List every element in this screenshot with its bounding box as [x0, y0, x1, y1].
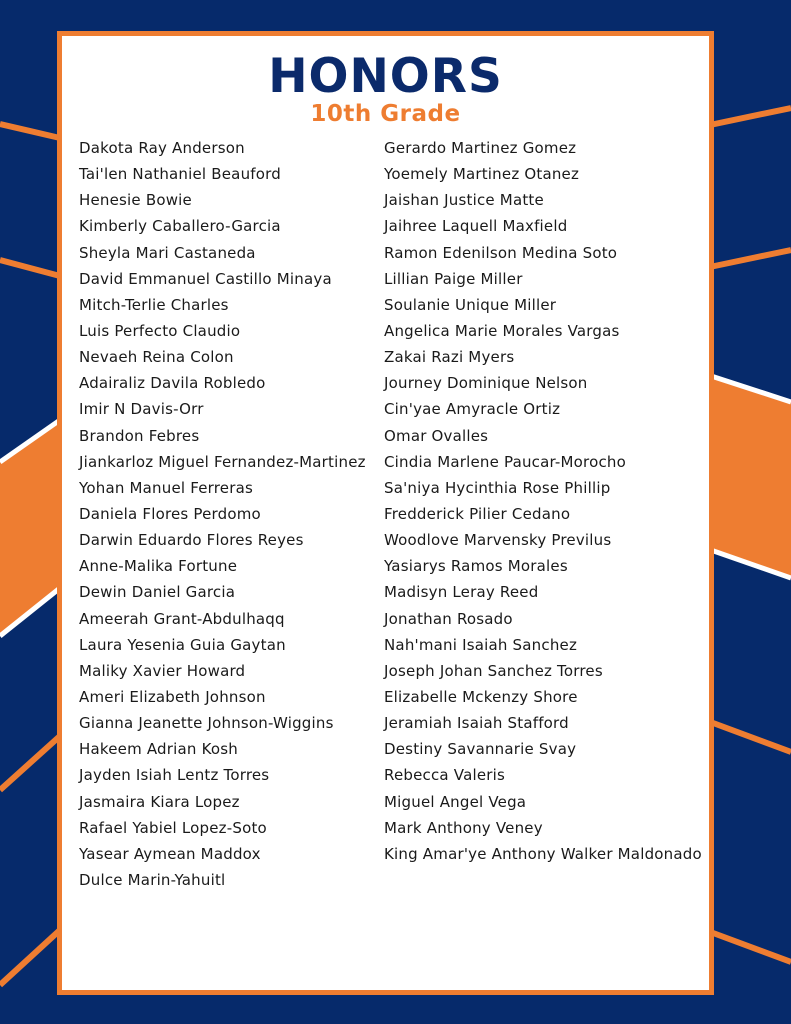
list-item: Jaishan Justice Matte [384, 191, 544, 210]
list-item: Sa'niya Hycinthia Rose Phillip [384, 478, 611, 497]
list-item: Maliky Xavier Howard [79, 661, 246, 680]
list-item: Soulanie Unique Miller [384, 295, 557, 314]
list-item: Henesie Bowie [79, 191, 192, 210]
list-item: Ameri Elizabeth Johnson [79, 687, 266, 706]
list-item: Jayden Isiah Lentz Torres [79, 766, 270, 785]
list-item: King Amar'ye Anthony Walker Maldonado [384, 844, 702, 863]
names-list-right [384, 135, 702, 867]
list-item: Nah'mani Isaiah Sanchez [384, 635, 578, 654]
list-item: Jonathan Rosado [384, 609, 513, 628]
page-title: HONORS [268, 49, 503, 104]
list-item: Zakai Razi Myers [384, 348, 515, 367]
list-item: Dewin Daniel Garcia [79, 583, 236, 602]
list-item: Mark Anthony Veney [384, 818, 543, 837]
list-item: Rafael Yabiel Lopez-Soto [79, 818, 267, 837]
list-item: David Emmanuel Castillo Minaya [79, 269, 332, 288]
list-item: Journey Dominique Nelson [384, 374, 588, 393]
list-item: Jiankarloz Miguel Fernandez-Martinez [79, 452, 366, 471]
list-item: Cindia Marlene Paucar-Morocho [384, 452, 626, 471]
list-item: Ramon Edenilson Medina Soto [384, 243, 618, 262]
list-item: Sheyla Mari Castaneda [79, 243, 256, 262]
list-item: Angelica Marie Morales Vargas [384, 321, 620, 340]
list-item: Nevaeh Reina Colon [79, 348, 234, 367]
list-item: Fredderick Pilier Cedano [384, 504, 571, 523]
list-item: Lillian Paige Miller [384, 269, 523, 288]
list-item: Yasear Aymean Maddox [79, 844, 261, 863]
list-item: Yohan Manuel Ferreras [79, 478, 254, 497]
list-item: Hakeem Adrian Kosh [79, 740, 238, 759]
list-item: Jaihree Laquell Maxfield [384, 217, 568, 236]
list-item: Jeramiah Isaiah Stafford [384, 714, 569, 733]
list-item: Joseph Johan Sanchez Torres [384, 661, 603, 680]
list-item: Madisyn Leray Reed [384, 583, 539, 602]
list-item: Omar Ovalles [384, 426, 489, 445]
list-item: Luis Perfecto Claudio [79, 321, 241, 340]
list-item: Ameerah Grant-Abdulhaqq [79, 609, 285, 628]
list-item: Cin'yae Amyracle Ortiz [384, 400, 561, 419]
list-item: Gerardo Martinez Gomez [384, 139, 577, 157]
list-item: Elizabelle Mckenzy Shore [384, 687, 578, 706]
list-item: Kimberly Caballero-Garcia [79, 217, 281, 236]
list-item: Adairaliz Davila Robledo [79, 374, 266, 393]
list-item: Darwin Eduardo Flores Reyes [79, 531, 304, 550]
list-item: Anne-Malika Fortune [79, 557, 238, 576]
list-item: Dakota Ray Anderson [79, 139, 245, 157]
list-item: Dulce Marin-Yahuitl [79, 870, 226, 889]
list-item: Brandon Febres [79, 426, 200, 445]
list-item: Imir N Davis-Orr [79, 400, 204, 419]
list-item: Woodlove Marvensky Previlus [384, 531, 612, 550]
list-item: Jasmaira Kiara Lopez [79, 792, 240, 811]
list-item: Yasiarys Ramos Morales [384, 557, 568, 576]
list-item: Tai'len Nathaniel Beauford [79, 165, 281, 184]
honors-card [57, 31, 714, 995]
list-item: Laura Yesenia Guia Gaytan [79, 635, 286, 654]
list-item: Daniela Flores Perdomo [79, 504, 261, 523]
names-list-left [79, 135, 366, 893]
list-item: Rebecca Valeris [384, 766, 506, 785]
list-item: Yoemely Martinez Otanez [384, 165, 580, 184]
list-item: Gianna Jeanette Johnson-Wiggins [79, 714, 334, 733]
grade-subtitle: 10th Grade [310, 101, 461, 127]
list-item: Mitch-Terlie Charles [79, 295, 229, 314]
list-item: Destiny Savannarie Svay [384, 740, 577, 759]
list-item: Miguel Angel Vega [384, 792, 527, 811]
